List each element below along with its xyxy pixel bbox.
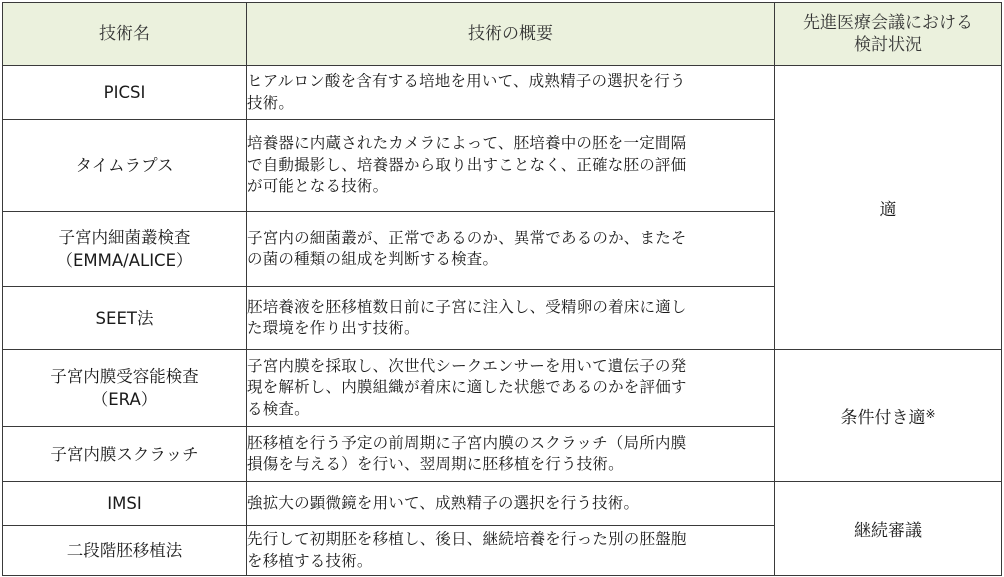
table-row — [3, 350, 1002, 427]
status-cell-conditional: 条件付き適※ — [775, 350, 1002, 482]
technology-table — [2, 2, 1002, 576]
technology-name-cell: IMSI — [3, 482, 247, 526]
status-cell-continued: 継続審議 — [775, 482, 1002, 576]
technology-name-cell: タイムラプス — [3, 120, 247, 212]
technology-summary-cell: 培養器に内蔵されたカメラによって、胚培養中の胚を一定間隔 で自動撮影し、培養器から取り出すことなく、正確な胚の評価 が可能となる技術。 — [247, 120, 775, 212]
technology-name-cell: 子宮内細菌叢検査 （EMMA/ALICE） — [3, 212, 247, 287]
technology-name-cell: 子宮内膜スクラッチ — [3, 427, 247, 482]
technology-summary-cell: 子宮内膜を採取し、次世代シークエンサーを用いて遺伝子の発 現を解析し、内膜組織が着床に適した状態であるのかを評価す る検査。 — [247, 350, 775, 427]
technology-name-cell: PICSI — [3, 66, 247, 120]
header-review-status: 先進医療会議における 検討状況 — [775, 3, 1002, 66]
technology-name-cell: SEET法 — [3, 287, 247, 350]
header-technology-name: 技術名 — [3, 3, 247, 66]
technology-summary-cell: 先行して初期胚を移植し、後日、継続培養を行った別の胚盤胞 を移植する技術。 — [247, 526, 775, 576]
technology-summary-cell: 胚培養液を胚移植数日前に子宮に注入し、受精卵の着床に適し た環境を作り出す技術。 — [247, 287, 775, 350]
table-row — [3, 482, 1002, 526]
header-technology-summary: 技術の概要 — [247, 3, 775, 66]
technology-summary-cell: ヒアルロン酸を含有する培地を用いて、成熟精子の選択を行う 技術。 — [247, 66, 775, 120]
technology-summary-cell: 胚移植を行う予定の前周期に子宮内膜のスクラッチ（局所内膜 損傷を与える）を行い、翌周期に胚移植を行う技術。 — [247, 427, 775, 482]
table-row — [3, 66, 1002, 120]
technology-name-cell: 二段階胚移植法 — [3, 526, 247, 576]
status-cell-approved: 適 — [775, 66, 1002, 350]
table-header-row — [3, 3, 1002, 66]
technology-name-cell: 子宮内膜受容能検査 （ERA） — [3, 350, 247, 427]
technology-summary-cell: 強拡大の顕微鏡を用いて、成熟精子の選択を行う技術。 — [247, 482, 775, 526]
technology-summary-cell: 子宮内の細菌叢が、正常であるのか、異常であるのか、またそ の菌の種類の組成を判断する検査。 — [247, 212, 775, 287]
conditional-note-mark: ※ — [925, 407, 936, 421]
